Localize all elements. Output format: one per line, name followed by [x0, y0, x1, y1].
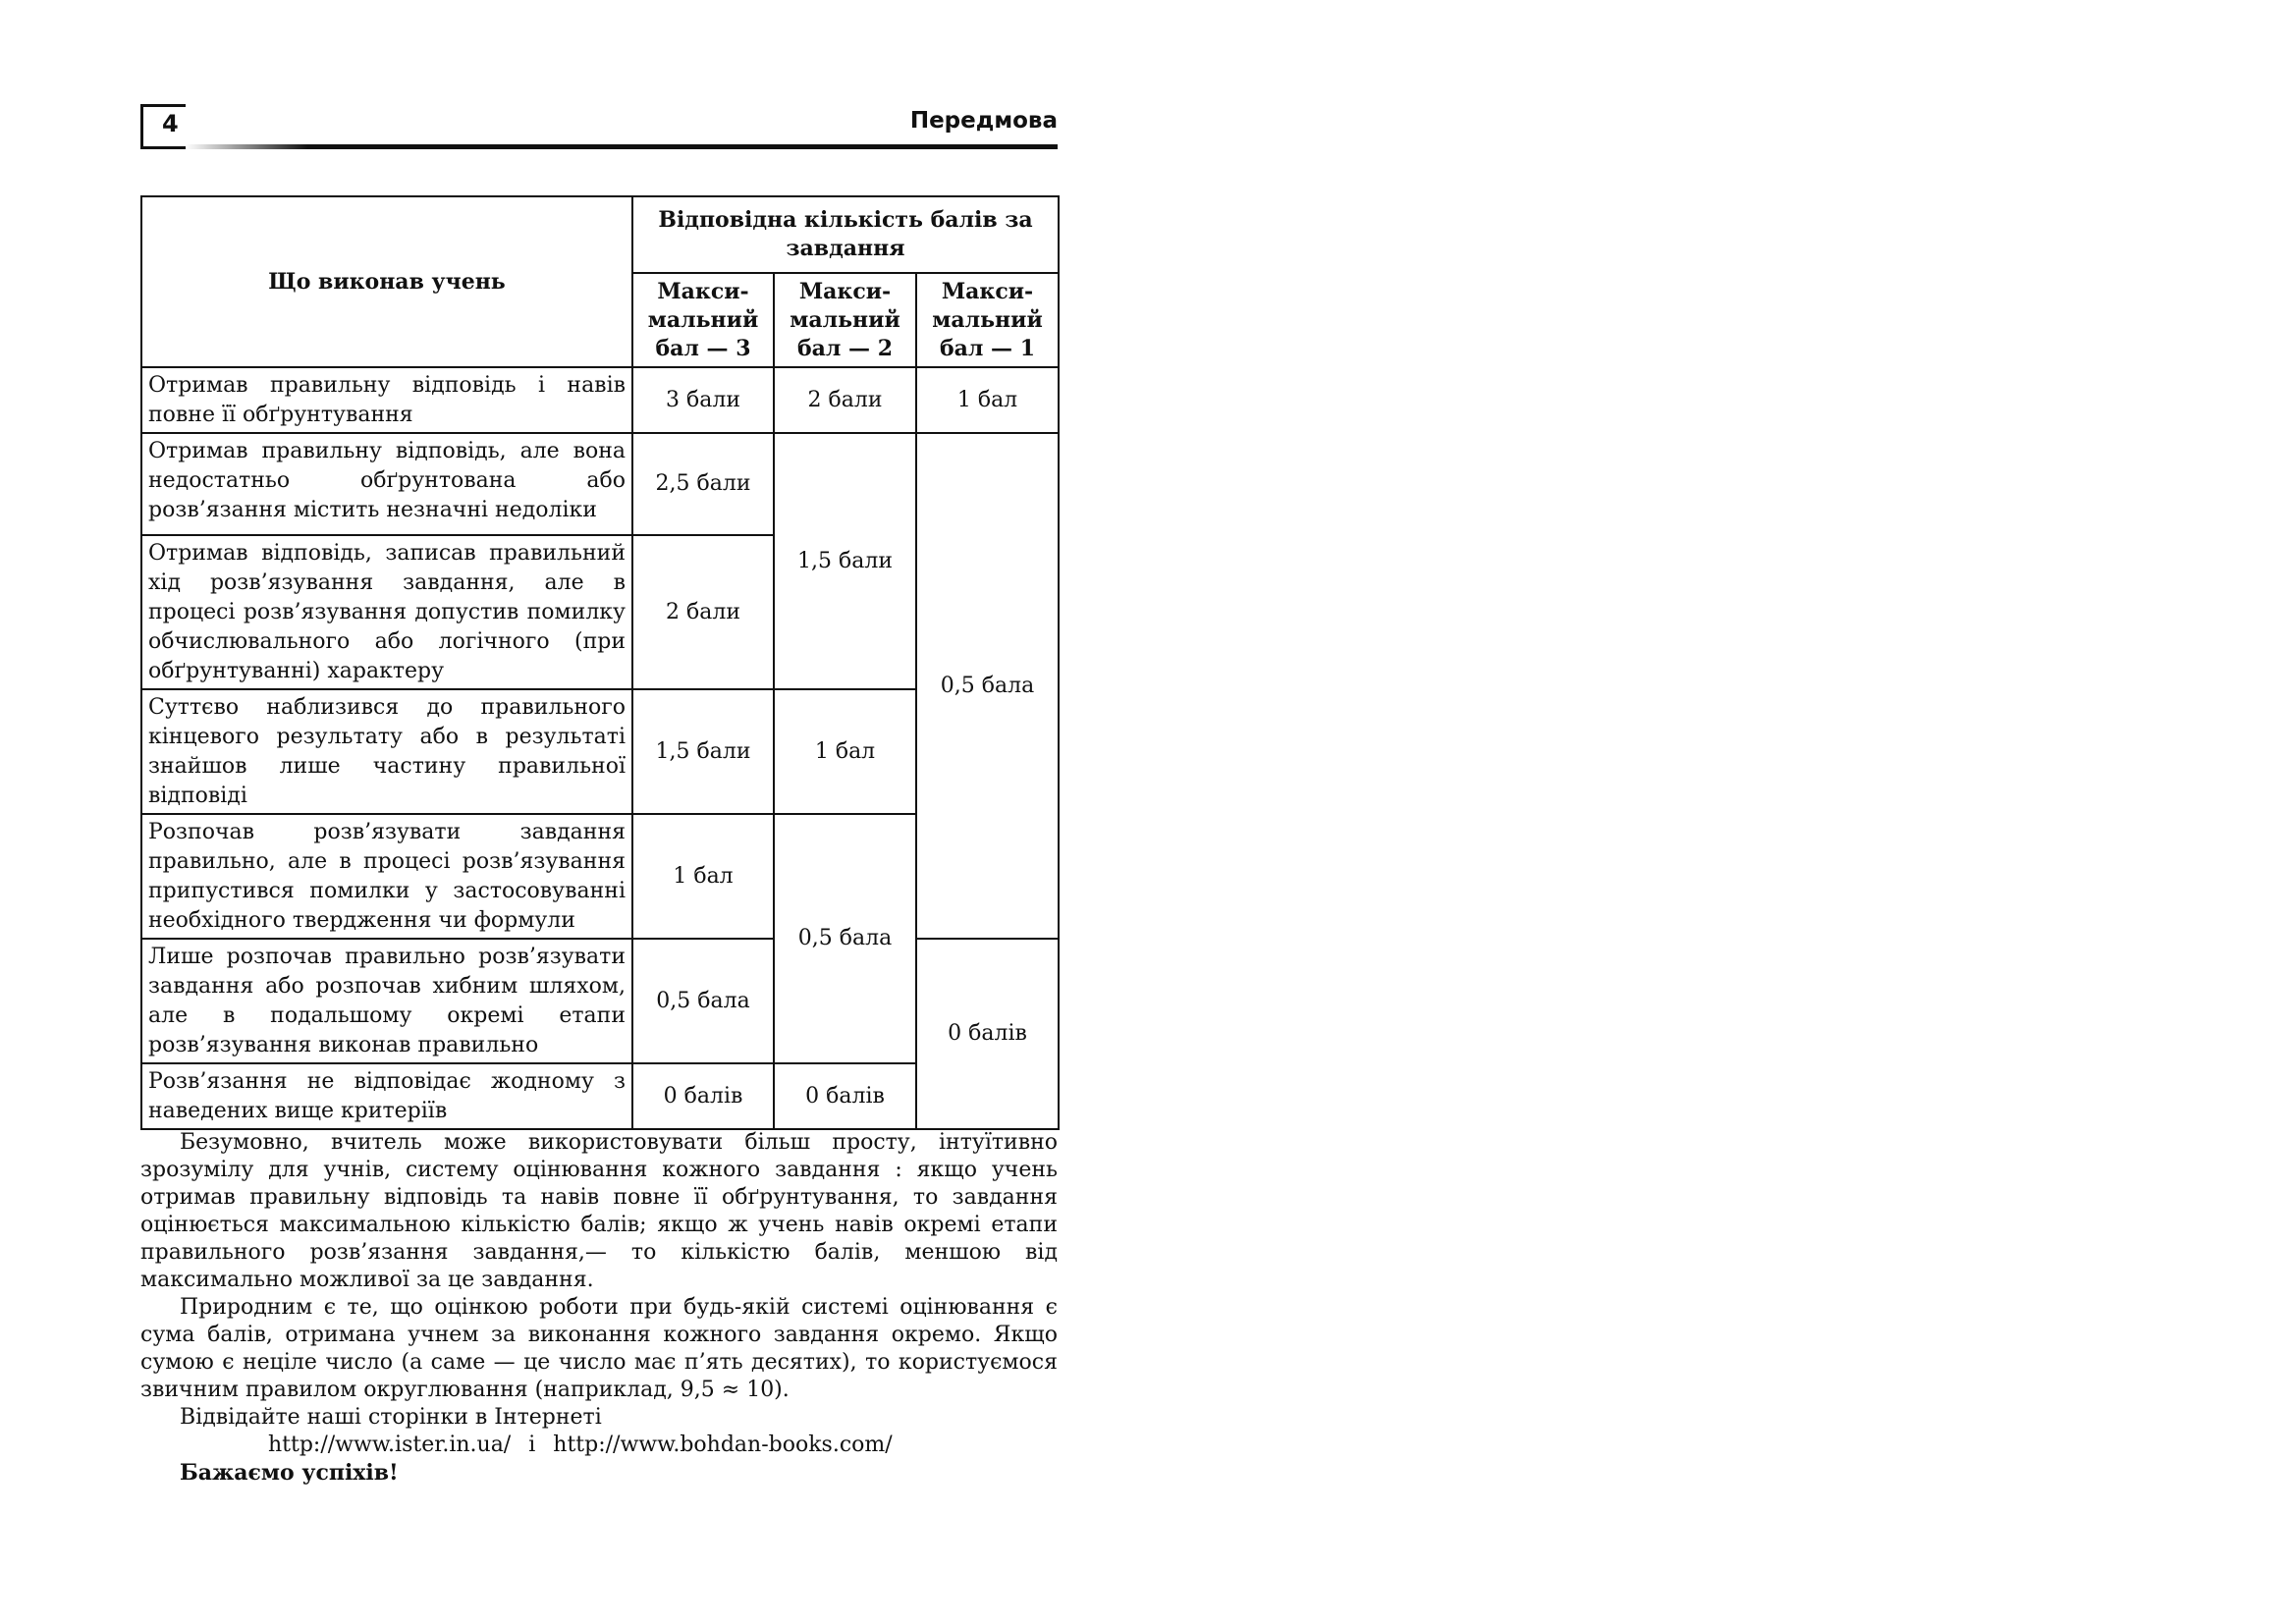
score-cell: 3 бали — [632, 367, 774, 433]
criterion-7: Розв’язання не відповідає жодному з наведених вище критеріїв — [141, 1063, 632, 1129]
col-header-student: Що виконав учень — [141, 196, 632, 367]
score-cell: 1,5 бали — [774, 433, 916, 689]
criterion-5: Розпочав розв’язувати завдання правильно, але в процесі розв’язування припустився помилки у застосовуванні необхідного твердження чи формули — [141, 814, 632, 939]
criterion-4: Суттєво наблизився до правильного кінцевого результату або в результаті знайшов лише частину правильної відповіді — [141, 689, 632, 814]
score-cell: 0 балів — [916, 939, 1059, 1129]
col-header-max1: Макси-мальний бал — 1 — [916, 273, 1059, 367]
criterion-6: Лише розпочав правильно розв’язувати завдання або розпочав хибним шляхом, але в подальшому окремі етапи розв’язування виконав правильно — [141, 939, 632, 1063]
score-cell: 1 бал — [774, 689, 916, 814]
url-separator: і — [528, 1433, 536, 1457]
urls-line — [140, 1432, 1058, 1459]
section-title: Передмова — [909, 108, 1058, 134]
page-header — [140, 104, 1058, 149]
header-rule — [186, 144, 1058, 149]
criterion-2: Отримав правильну відповідь, але вона недостатньо обґрунтована або розв’язання містить незначні недоліки — [141, 433, 632, 535]
link-ister[interactable]: http://www.ister.in.ua/ — [268, 1433, 512, 1457]
closing-wish: Бажаємо успіхів! — [180, 1460, 399, 1486]
score-cell: 0 балів — [632, 1063, 774, 1129]
criterion-1: Отримав правильну відповідь і навів повне її обґрунтування — [141, 367, 632, 433]
score-cell: 0 балів — [774, 1063, 916, 1129]
page-number: 4 — [162, 110, 179, 137]
score-cell: 1,5 бали — [632, 689, 774, 814]
score-cell: 0,5 бала — [916, 433, 1059, 939]
table-header-row — [141, 196, 1059, 273]
table-row — [141, 939, 1059, 1063]
score-cell: 2 бали — [774, 367, 916, 433]
criterion-3: Отримав відповідь, записав правильний хід розв’язування завдання, але в процесі розв’язування допустив помилку обчислювального або логічного (при обґрунтуванні) характеру — [141, 535, 632, 689]
col-header-max3: Макси-мальний бал — 3 — [632, 273, 774, 367]
visit-line: Відвідайте наші сторінки в Інтернеті — [180, 1405, 602, 1430]
table-row — [141, 433, 1059, 535]
scoring-table — [140, 195, 1060, 1130]
table-row — [141, 367, 1059, 433]
score-cell: 2 бали — [632, 535, 774, 689]
body-text — [140, 1129, 1058, 1487]
score-cell: 2,5 бали — [632, 433, 774, 535]
group-header-points: Відповідна кількість балів за завдання — [632, 196, 1059, 273]
col-header-max2: Макси-мальний бал — 2 — [774, 273, 916, 367]
score-cell: 1 бал — [916, 367, 1059, 433]
paragraph-rounding: Природним є те, що оцінкою роботи при будь-якій системі оцінювання є сума балів, отримана учнем за виконання кожного завдання окремо. Якщо сумою є неціле число (а саме — це число має п’ять десятих), то користуємося звичним правилом округлювання (наприклад, 9,5 ≈ 10). — [140, 1295, 1058, 1402]
paragraph-simple-system: Безумовно, вчитель може використовувати більш просту, інтуїтивно зрозумілу для учнів, систему оцінювання кожного завдання : якщо учень отримав правильну відповідь та навів повне її обґрунтування, то завдання оцінюється максимальною кількістю балів; якщо ж учень навів окремі етапи правильного розв’язання завдання,— то кількістю балів, меншою від максимально можливої за це завдання. — [140, 1130, 1058, 1292]
link-bohdan[interactable]: http://www.bohdan-books.com/ — [553, 1433, 893, 1457]
score-cell: 1 бал — [632, 814, 774, 939]
score-cell: 0,5 бала — [632, 939, 774, 1063]
score-cell: 0,5 бала — [774, 814, 916, 1063]
